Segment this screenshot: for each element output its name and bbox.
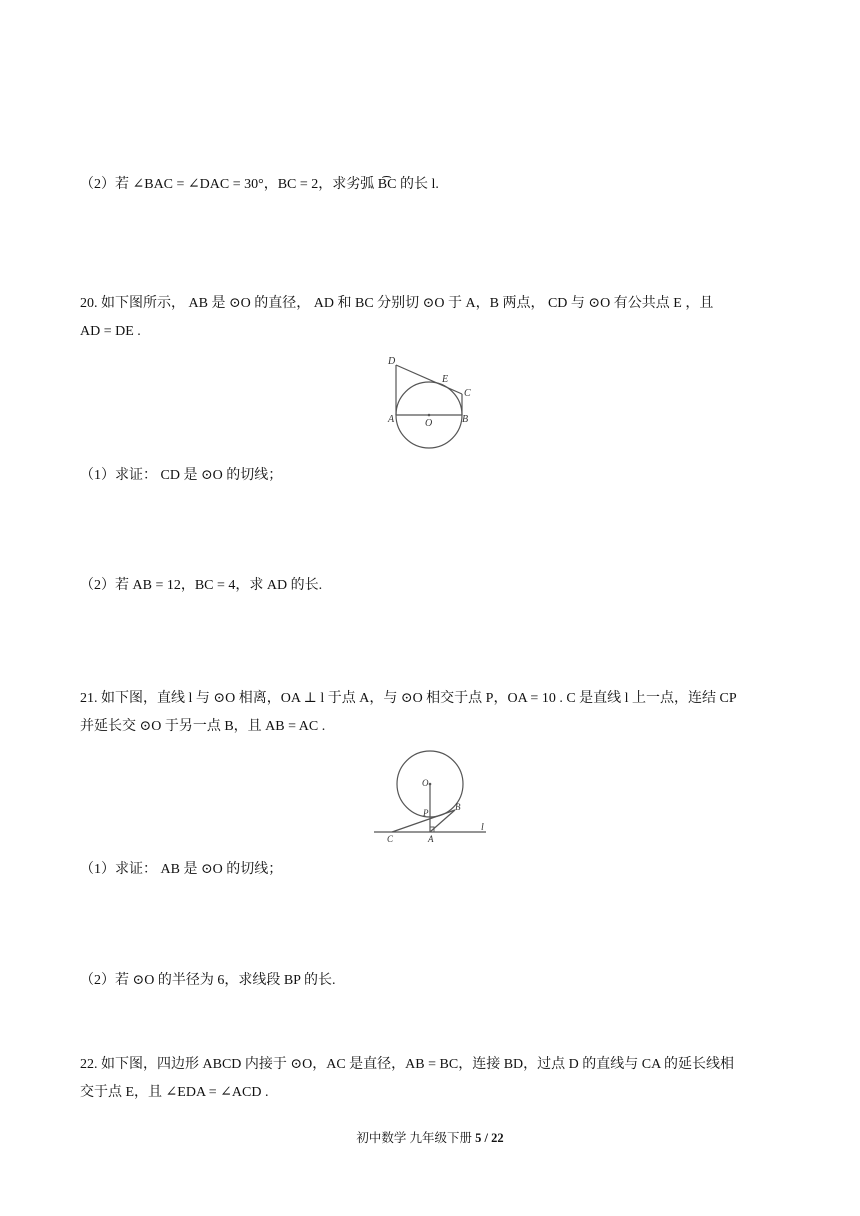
q20-stem-line2: AD = DE . [80, 324, 141, 339]
q21-figure [370, 748, 490, 846]
q21-part2: （2）若 ⊙O 的半径为 6，求线段 BP 的长. [80, 973, 336, 988]
q21-label-A: A [428, 834, 434, 844]
q21-stem-line2: 并延长交 ⊙O 于另一点 B，且 AB = AC . [80, 719, 326, 734]
q21-label-l: l [481, 822, 484, 833]
q21-label-C: C [387, 834, 394, 844]
q21-label-P: P [423, 808, 429, 818]
q20-label-O: O [425, 418, 433, 429]
q21-stem-line1: 21. 如下图，直线 l 与 ⊙O 相离，OA ⊥ l 于点 A，与 ⊙O 相交于点 P，OA = 10 . C 是直线 l 上一点，连结 CP [80, 691, 737, 706]
q19-part2: （2）若 ∠BAC = ∠DAC = 30°，BC = 2，求劣弧 B͡C 的长 l. [80, 177, 439, 192]
q20-label-C: C [464, 388, 471, 399]
q22-stem-line2: 交于点 E，且 ∠EDA = ∠ACD . [80, 1085, 269, 1100]
page-footer: 初中数学 九年级下册 5 / 22 [356, 1131, 504, 1145]
q21-part1: （1）求证： AB 是 ⊙O 的切线； [80, 862, 283, 877]
footer-total: 22 [491, 1131, 504, 1145]
q20-stem-line1: 20. 如下图所示， AB 是 ⊙O 的直径， AD 和 BC 分别切 ⊙O 于 A，B 两点， CD 与 ⊙O 有公共点 E ，且 [80, 296, 714, 311]
q20-part1: （1）求证： CD 是 ⊙O 的切线； [80, 468, 283, 483]
footer-course: 初中数学 九年级下册 [356, 1131, 473, 1145]
q21-label-B: B [455, 802, 461, 812]
q20-label-E: E [442, 374, 449, 385]
q20-part2: （2）若 AB = 12，BC = 4，求 AD 的长. [80, 578, 323, 593]
footer-page: 5 [475, 1131, 482, 1145]
q20-label-A: A [388, 414, 395, 425]
q22-stem-line1: 22. 如下图，四边形 ABCD 内接于 ⊙O，AC 是直径，AB = BC，连接 BD，过点 D 的直线与 CA 的延长线相 [80, 1057, 734, 1072]
q20-label-D: D [388, 356, 396, 367]
q20-label-B: B [462, 414, 469, 425]
q21-label-O: O [422, 778, 429, 788]
q20-figure [380, 350, 480, 452]
